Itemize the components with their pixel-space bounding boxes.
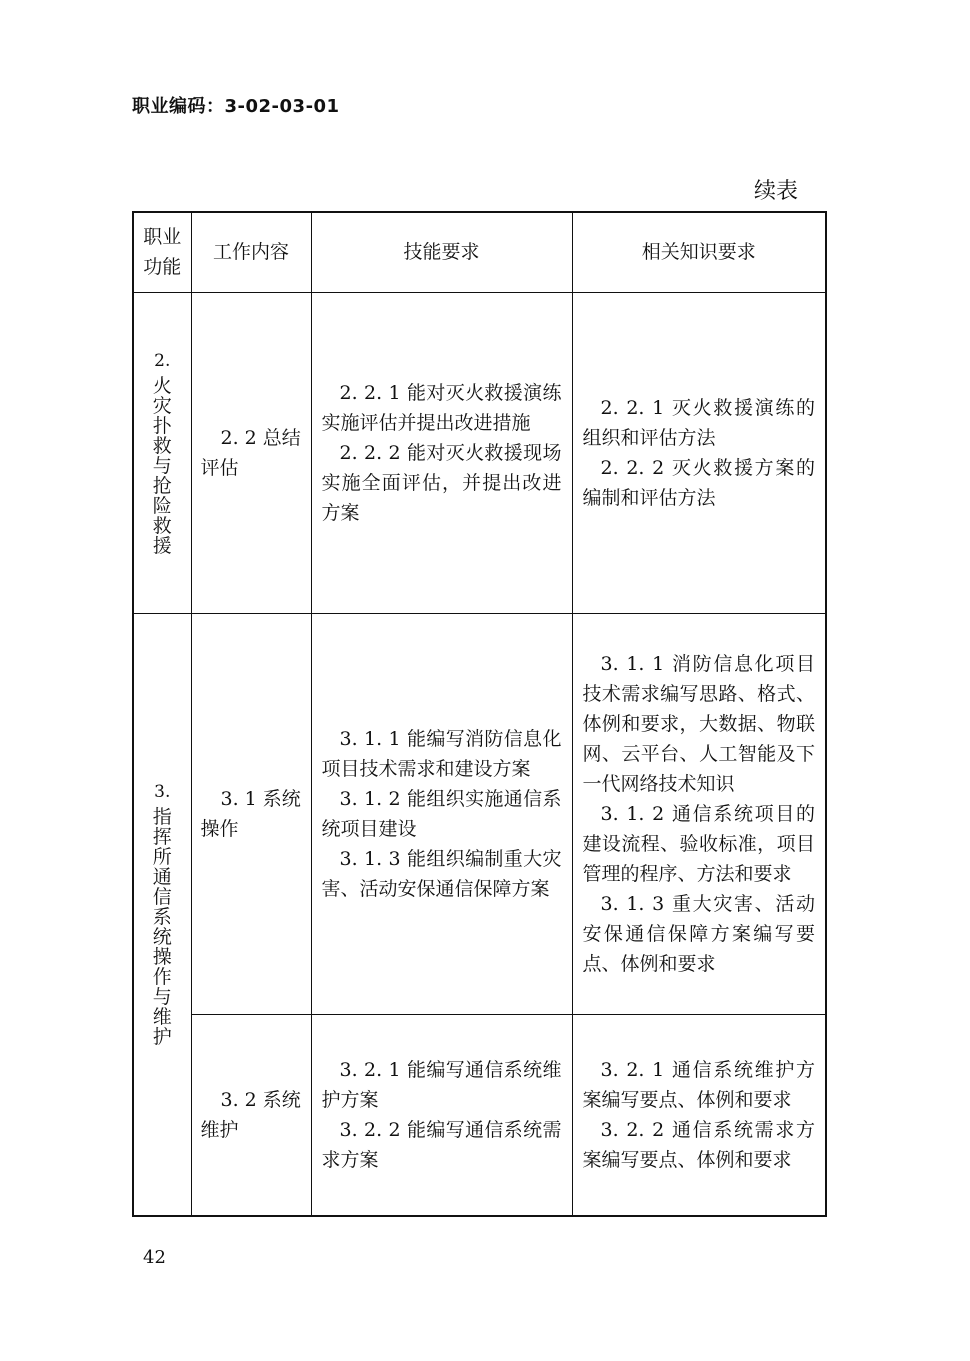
- knowledge-cell: [572, 1014, 826, 1216]
- work-content-text: 3. 1 系统操作: [200, 787, 301, 840]
- skill-item: 3. 1. 3 能组织编制重大灾害、活动安保通信保障方案: [321, 847, 562, 900]
- skill-item: 3. 1. 1 能编写消防信息化项目技术需求和建设方案: [321, 727, 562, 780]
- work-content-cell: [191, 1014, 311, 1216]
- header-function-label: 职业 功能: [143, 226, 182, 279]
- work-content-text: 3. 2 系统维护: [200, 1088, 301, 1141]
- knowledge-item: 2. 2. 1 灭火救援演练的组织和评估方法: [582, 396, 815, 449]
- continued-table-label: 续表: [754, 179, 799, 204]
- knowledge-item: 3. 1. 1 消防信息化项目技术需求编写思路、格式、体例和要求，大数据、物联网、云平台、人工智能及下一代网络技术知识: [582, 652, 815, 795]
- table-row: [133, 1014, 826, 1216]
- skill-item: 2. 2. 2 能对灭火救援现场实施全面评估，并提出改进方案: [321, 441, 562, 524]
- function-cell: [133, 613, 191, 1216]
- knowledge-cell: [572, 613, 826, 1014]
- function-number: 3.: [154, 782, 171, 803]
- table-row: [133, 613, 826, 1014]
- work-content-text: 2. 2 总结评估: [200, 426, 301, 479]
- table-row: [133, 292, 826, 613]
- function-cell: [133, 292, 191, 613]
- skill-cell: [311, 1014, 572, 1216]
- occupation-code: 职业编码：3-02-03-01: [132, 96, 340, 117]
- header-function: [133, 212, 191, 292]
- knowledge-item: 3. 1. 2 通信系统项目的建设流程、验收标准，项目管理的程序、方法和要求: [582, 802, 815, 885]
- header-knowledge-requirements: 相关知识要求: [572, 212, 826, 292]
- header-work-content: 工作内容: [191, 212, 311, 292]
- function-number: 2.: [154, 350, 171, 371]
- work-content-cell: [191, 613, 311, 1014]
- table-header-row: [133, 212, 826, 292]
- knowledge-item: 3. 2. 2 通信系统需求方案编写要点、体例和要求: [582, 1118, 815, 1171]
- skill-item: 3. 2. 1 能编写通信系统维护方案: [321, 1058, 562, 1111]
- skill-item: 2. 2. 1 能对灭火救援演练实施评估并提出改进措施: [321, 381, 562, 434]
- header-skill-requirements: 技能要求: [311, 212, 572, 292]
- work-content-cell: [191, 292, 311, 613]
- knowledge-cell: [572, 292, 826, 613]
- knowledge-item: 2. 2. 2 灭火救援方案的编制和评估方法: [582, 456, 815, 509]
- skill-item: 3. 2. 2 能编写通信系统需求方案: [321, 1118, 562, 1171]
- skill-cell: [311, 613, 572, 1014]
- skill-requirements-table: [132, 211, 827, 1217]
- knowledge-item: 3. 2. 1 通信系统维护方案编写要点、体例和要求: [582, 1058, 815, 1111]
- page-number: 42: [143, 1247, 166, 1268]
- skill-cell: [311, 292, 572, 613]
- function-name: 火灾扑救与抢险救援: [152, 374, 172, 557]
- function-name: 指挥所通信系统操作与维护: [152, 806, 172, 1049]
- skill-item: 3. 1. 2 能组织实施通信系统项目建设: [321, 787, 562, 840]
- knowledge-item: 3. 1. 3 重大灾害、活动安保通信保障方案编写要点、体例和要求: [582, 892, 815, 975]
